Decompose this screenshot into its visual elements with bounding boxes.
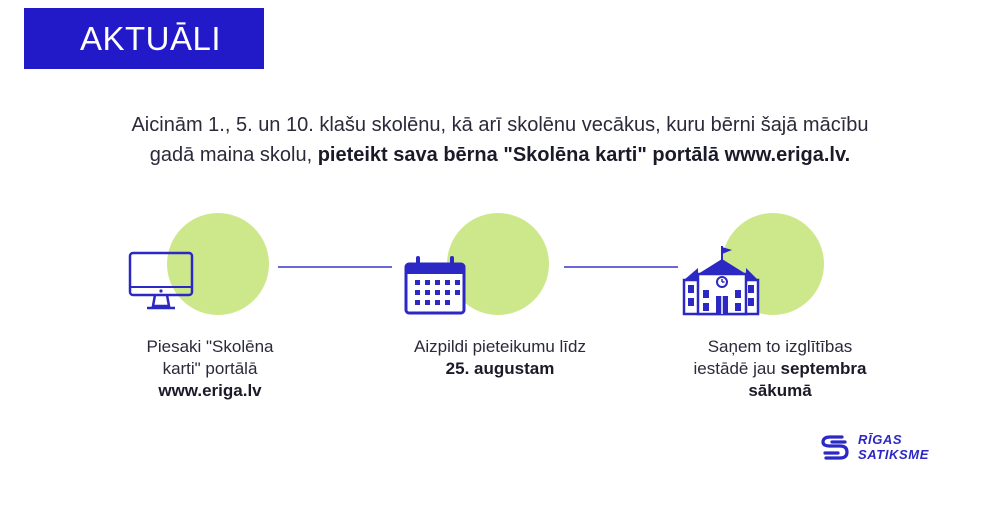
- step-3-text: [660, 336, 900, 402]
- intro-line-2-regular: gadā maina skolu,: [149, 144, 318, 166]
- step-1-line-1: Piesaki "Skolēna: [146, 337, 274, 356]
- step-3-line-2: [660, 358, 900, 380]
- step-1-link[interactable]: www.eriga.lv: [158, 381, 262, 400]
- section-badge: [24, 8, 264, 69]
- step-3-line-2-regular: iestādē jau: [693, 359, 781, 378]
- intro-line-2: [30, 140, 970, 170]
- step-2-line-2: 25. augustam: [445, 359, 555, 378]
- logo-line-2: SATIKSME: [858, 447, 930, 462]
- logo-line-1: RĪGAS: [858, 432, 903, 447]
- step-2-text: [370, 336, 630, 380]
- connector-line-1: [278, 266, 392, 268]
- school-building-icon: [682, 244, 760, 316]
- intro-line-1: Aicinām 1., 5. un 10. klašu skolēnu, kā arī skolēnu vecākus, kuru bērni šajā mācību: [131, 114, 869, 136]
- step-2-line-1: Aizpildi pieteikumu līdz: [414, 337, 586, 356]
- intro-text: [30, 110, 970, 170]
- step-3-line-2-bold: septembra: [780, 359, 867, 378]
- computer-monitor-icon: [128, 251, 194, 313]
- step-1-text: [110, 336, 310, 402]
- rigas-satiksme-logo: [816, 430, 936, 466]
- connector-line-2: [564, 266, 678, 268]
- section-badge-label: AKTUĀLI: [80, 20, 222, 57]
- step-1-line-2: karti" portālā: [162, 359, 258, 378]
- logo-s-mark-icon: [818, 431, 852, 465]
- calendar-icon: [403, 256, 467, 316]
- step-3-line-1: Saņem to izglītības: [707, 337, 853, 356]
- step-3-line-3: sākumā: [748, 381, 812, 400]
- intro-line-2-bold: pieteikt sava bērna "Skolēna karti" portālā www.eriga.lv.: [317, 144, 851, 166]
